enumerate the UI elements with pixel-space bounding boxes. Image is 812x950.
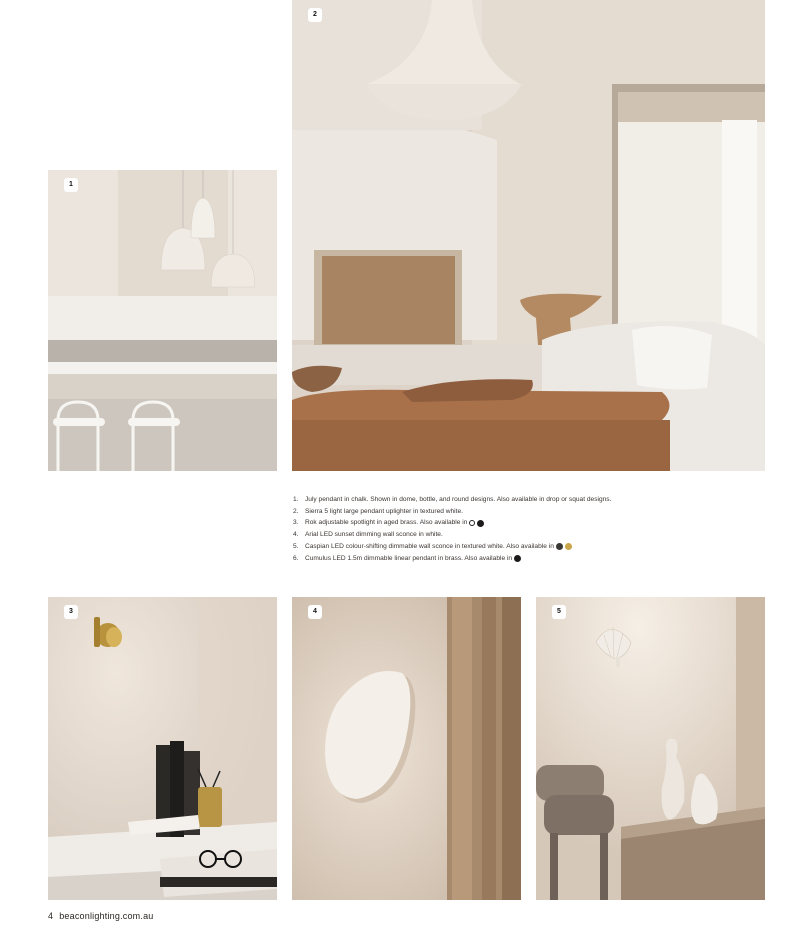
caption-text: Sierra 5 light large pendant uplighter in textured white. [305, 507, 463, 515]
caption-text: Caspian LED colour-shifting dimmable wall sconce in textured white. Also available in [305, 542, 554, 550]
photo-brass-spotlight [48, 597, 277, 900]
photo-number-badge: 3 [64, 605, 78, 619]
caption-text: Arial LED sunset dimming wall sconce in white. [305, 531, 443, 539]
caption-item: 4. Arial LED sunset dimming wall sconce in white. [293, 529, 763, 541]
caption-item: 1. July pendant in chalk. Shown in dome, bottle, and round designs. Also available in drop or squat designs. [293, 494, 763, 506]
photo-number-badge: 5 [552, 605, 566, 619]
photo-living-room-pendant [292, 0, 765, 471]
finish-swatch-brass [565, 543, 572, 550]
finish-swatch-black [477, 520, 484, 527]
caption-text: Cumulus LED 1.5m dimmable linear pendant in brass. Also available in [305, 554, 513, 562]
shell-sconce-image [536, 597, 765, 900]
caption-item: 3. Rok adjustable spotlight in aged brass. Also available in [293, 517, 763, 529]
white-wall-sconce-image [292, 597, 521, 900]
photo-number-badge: 2 [308, 8, 322, 22]
caption-item: 2. Sierra 5 light large pendant uplighter in textured white. [293, 506, 763, 518]
photo-white-wall-sconce [292, 597, 521, 900]
caption-text: July pendant in chalk. Shown in dome, bottle, and round designs. Also available in drop or squat designs. [305, 496, 612, 503]
kitchen-pendants-image [48, 170, 277, 471]
photo-number-badge: 4 [308, 605, 322, 619]
caption-item: 6. Cumulus LED 1.5m dimmable linear pendant in brass. Also available in [293, 553, 763, 565]
page-number: 4 [48, 911, 54, 921]
website-link[interactable]: beaconlighting.com.au [59, 911, 154, 921]
finish-swatch-black [514, 555, 521, 562]
finish-swatch-white [469, 520, 475, 526]
caption-item: 5. Caspian LED colour-shifting dimmable wall sconce in textured white. Also available in [293, 541, 763, 553]
photo-shell-sconce [536, 597, 765, 900]
brass-spotlight-image [48, 597, 277, 900]
photo-kitchen-pendants [48, 170, 277, 471]
photo-number-badge: 1 [64, 178, 78, 192]
product-captions-list [293, 494, 763, 564]
page-footer [48, 911, 153, 921]
caption-text: Rok adjustable spotlight in aged brass. Also available in [305, 519, 468, 527]
finish-swatch-charcoal [556, 543, 563, 550]
living-room-image [292, 0, 765, 471]
